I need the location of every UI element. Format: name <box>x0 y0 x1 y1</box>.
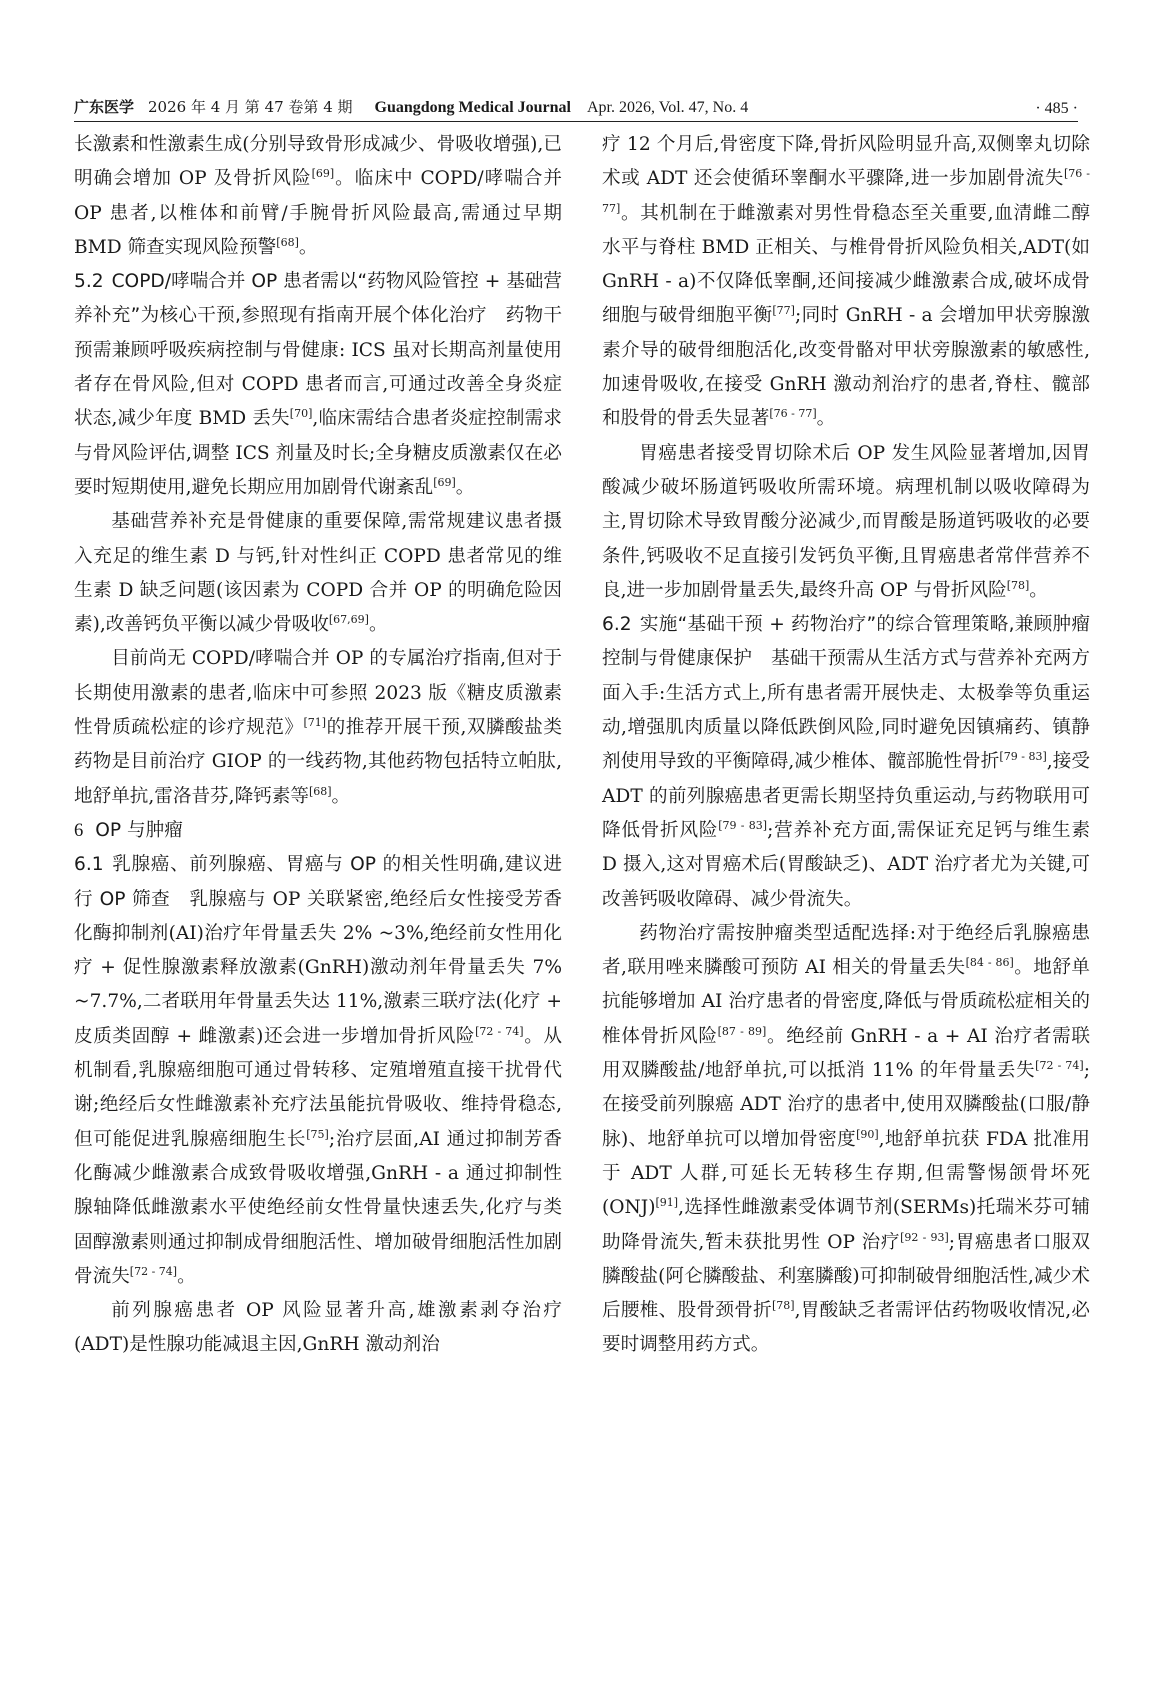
page-number: · 485 · <box>1035 100 1078 117</box>
citation: [69] <box>433 475 456 489</box>
subsection-title: COPD/哮喘合并 OP 患者需以“药物风险管控 + 基础营养补充”为核心干预,参照现有指南开展个体化治疗 <box>74 271 562 327</box>
citation: [78] <box>771 1298 795 1312</box>
citation: [90] <box>856 1127 879 1141</box>
citation: [87 - 89] <box>717 1024 767 1038</box>
subsection-title: 实施“基础干预 + 药物治疗”的综合管理策略,兼顾肿瘤控制与骨健康保护 <box>602 614 1090 670</box>
paragraph: 基础营养补充是骨健康的重要保障,需常规建议患者摄入充足的维生素 D 与钙,针对性纠正 COPD 患者常见的维生素 D 缺乏问题(该因素为 COPD 合并 OP 的明确危险因素),改善钙负平衡以减少骨吸收[67,69]。 <box>74 511 562 636</box>
journal-name-en: Guangdong Medical Journal <box>374 99 571 116</box>
citation: [68] <box>308 784 332 798</box>
right-column <box>602 128 1090 1363</box>
citation: [70] <box>289 407 313 421</box>
running-header <box>74 94 1078 120</box>
paragraph: 药物治疗需按肿瘤类型适配选择:对于绝经后乳腺癌患者,联用唑来膦酸可预防 AI 相关的骨量丢失[84 - 86]。地舒单抗能够增加 AI 治疗患者的骨密度,降低与骨质疏松症相关的椎体骨折风险[87 - 89]。绝经前 GnRH - a + AI 治疗者需联用双膦酸盐/地舒单抗,可以抵消 11% 的年骨量丢失[72 - 74];在接受前列腺癌 ADT 治疗的患者中,使用双膦酸盐(口服/静脉)、地舒单抗可以增加骨密度[90],地舒单抗获 FDA 批准用于 ADT 人群,可延长无转移生存期,但需警惕颌骨坏死(ONJ)[91],选择性雌激素受体调节剂(SERMs)托瑞米芬可辅助降骨流失,暂未获批男性 OP 治疗[92 - 93];胃癌患者口服双膦酸盐(阿仑膦酸盐、利塞膦酸)可抑制破骨细胞活性,减少术后腰椎、股骨颈骨折[78],胃酸缺乏者需评估药物吸收情况,必要时调整用药方式。 <box>602 922 1091 1356</box>
header-rule <box>74 121 1078 122</box>
subsection-number: 6.2 <box>602 614 632 636</box>
subsection-number: 6.1 <box>74 854 104 876</box>
citation: [91] <box>655 1196 679 1210</box>
paragraph: 胃癌患者接受胃切除术后 OP 发生风险显著增加,因胃酸减少破坏肠道钙吸收所需环境。病理机制以吸收障碍为主,胃切除术导致胃酸分泌减少,而胃酸是肠道钙吸收的必要条件,钙吸收不足直接引发钙负平衡,且胃癌患者常伴营养不良,进一步加剧骨量丢失,最终升高 OP 与骨折风险[78]。 <box>602 442 1090 601</box>
citation: [68] <box>276 235 299 249</box>
section-title: OP 与肿瘤 <box>95 819 183 841</box>
subsection-6-2: 6.2 实施“基础干预 + 药物治疗”的综合管理策略,兼顾肿瘤控制与骨健康保护 基础干预需从生活方式与营养补充两方面入手:生活方式上,所有患者需开展快走、太极拳等负重运动,增强肌肉质量以降低跌倒风险,同时避免因镇痛药、镇静剂使用导致的平衡障碍,减少椎体、髋部脆性骨折[79 - 83],接受 ADT 的前列腺癌患者更需长期坚持负重运动,与药物联用可降低骨折风险[79 - 83];营养补充方面,需保证充足钙与维生素 D 摄入,这对胃癌术后(胃酸缺乏)、ADT 治疗者尤为关键,可改善钙吸收障碍、减少骨流失。 <box>602 614 1090 910</box>
paragraph: 前列腺癌患者 OP 风险显著升高,雄激素剥夺治疗(ADT)是性腺功能减退主因,GnRH 激动剂治 <box>74 1300 562 1356</box>
citation: [75] <box>306 1127 329 1141</box>
section-heading-6 <box>74 814 562 848</box>
paragraph: 目前尚无 COPD/哮喘合并 OP 的专属治疗指南,但对于长期使用激素的患者,临床中可参照 2023 版《糖皮质激素性骨质疏松症的诊疗规范》[71]的推荐开展干预,双膦酸盐类药物是目前治疗 GIOP 的一线药物,其他药物包括特立帕肽,地舒单抗,雷洛昔芬,降钙素等[68]。 <box>74 648 562 807</box>
citation: [72 - 74] <box>1035 1058 1084 1072</box>
citation: [76 - 77] <box>602 167 1090 215</box>
journal-name-cn: 广东医学 <box>74 98 135 116</box>
subsection-title: 乳腺癌、前列腺癌、胃癌与 OP 的相关性明确,建议进行 OP 筛查 <box>74 854 562 910</box>
subsection-5-2: 5.2 COPD/哮喘合并 OP 患者需以“药物风险管控 + 基础营养补充”为核心干预,参照现有指南开展个体化治疗 药物干预需兼顾呼吸疾病控制与骨健康: ICS 虽对长期高剂量使用者存在骨风险,但对 COPD 患者而言,可通过改善全身炎症状态,减少年度 BMD 丢失[70],临床需结合患者炎症控制需求与骨风险评估,调整 ICS 剂量及时长;全身糖皮质激素仅在必要时短期使用,避免长期应用加剧骨代谢紊乱[69]。 <box>74 271 562 498</box>
citation: [79 - 83] <box>999 750 1047 764</box>
citation: [92 - 93] <box>900 1230 949 1244</box>
citation: [78] <box>1006 578 1030 592</box>
section-number: 6 <box>74 819 84 841</box>
citation: [71] <box>303 715 327 729</box>
left-column <box>74 128 562 1363</box>
citation: [84 - 86] <box>965 955 1014 969</box>
subsection-number: 5.2 <box>74 271 104 293</box>
citation: [79 - 83] <box>718 818 768 832</box>
citation: [69] <box>311 167 335 181</box>
citation: [77] <box>772 304 795 318</box>
citation: [72 - 74] <box>475 1024 524 1038</box>
citation: [76 - 77] <box>769 407 817 421</box>
issue-info-en: Apr. 2026, Vol. 47, No. 4 <box>587 99 749 116</box>
paragraph: 长激素和性激素生成(分别导致骨形成减少、骨吸收增强),已明确会增加 OP 及骨折风险[69]。临床中 COPD/哮喘合并 OP 患者,以椎体和前臂/手腕骨折风险最高,需通过早期 BMD 筛查实现风险预警[68]。 <box>74 134 562 258</box>
subsection-6-1: 6.1 乳腺癌、前列腺癌、胃癌与 OP 的相关性明确,建议进行 OP 筛查 乳腺癌与 OP 关联紧密,绝经后女性接受芳香化酶抑制剂(AI)治疗年骨量丢失 2% ~3%,绝经前女性用化疗 + 促性腺激素释放激素(GnRH)激动剂年骨量丢失 7% ~7.7%,二者联用年骨量丢失达 11%,激素三联疗法(化疗 + 皮质类固醇 + 雌激素)还会进一步增加骨折风险[72 - 74]。从机制看,乳腺癌细胞可通过骨转移、定殖增殖直接干扰骨代谢;绝经后女性雌激素补充疗法虽能抗骨吸收、维持骨稳态,但可能促进乳腺癌细胞生长[75];治疗层面,AI 通过抑制芳香化酶减少雌激素合成致骨吸收增强,GnRH - a 通过抑制性腺轴降低雌激素水平使绝经前女性骨量快速丢失,化疗与类固醇激素则通过抑制成骨细胞活性、增加破骨细胞活性加剧骨流失[72 - 74]。 <box>74 854 562 1287</box>
citation: [72 - 74] <box>129 1264 178 1278</box>
citation: [67,69] <box>328 612 369 626</box>
issue-info-cn: 2026 年 4 月 第 47 卷第 4 期 <box>148 98 353 116</box>
paragraph: 疗 12 个月后,骨密度下降,骨折风险明显升高,双侧睾丸切除术或 ADT 还会使循环睾酮水平骤降,进一步加剧骨流失[76 - 77]。其机制在于雌激素对男性骨稳态至关重要,血清雌二醇水平与脊柱 BMD 正相关、与椎骨骨折风险负相关,ADT(如 GnRH - a)不仅降低睾酮,还间接减少雌激素合成,破坏成骨细胞与破骨细胞平衡[77];同时 GnRH - a 会增加甲状旁腺激素介导的破骨细胞活化,改变骨骼对甲状旁腺激素的敏感性,加速骨吸收,在接受 GnRH 激动剂治疗的患者,脊柱、髋部和股骨的骨丢失显著[76 - 77]。 <box>602 134 1090 430</box>
